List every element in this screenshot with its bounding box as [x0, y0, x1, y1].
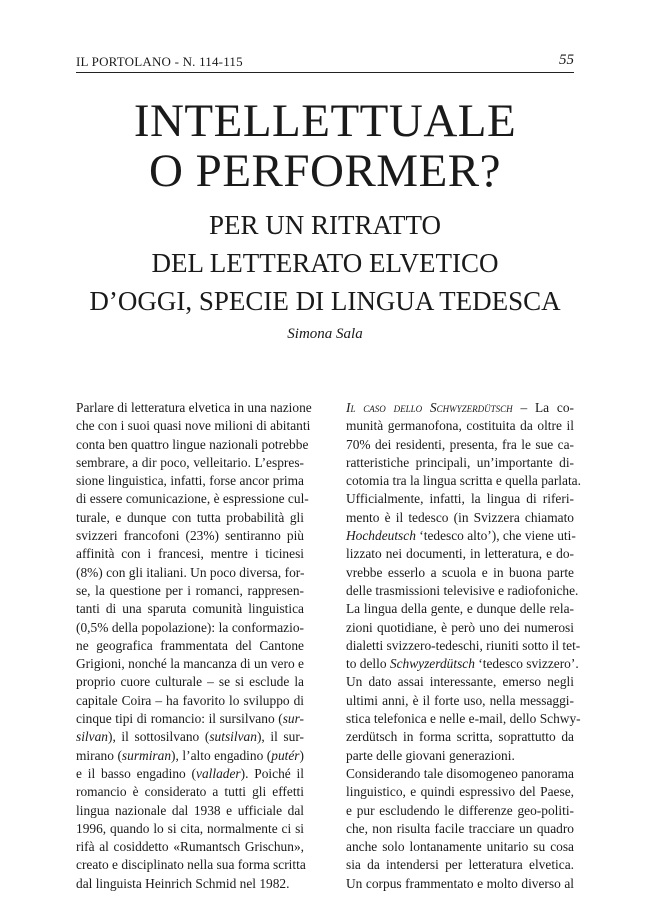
text-line — [76, 472, 304, 490]
text-line — [76, 710, 304, 728]
text-line — [76, 765, 304, 783]
text-segment: capitale Coira – ha favorito lo sviluppo di — [76, 692, 304, 708]
article-title-line-2: O PERFORMER? — [148, 145, 502, 197]
text-line — [346, 820, 574, 838]
text-line — [76, 673, 304, 691]
text-segment: lingua nazionale dal 1938 e ufficiale dal — [76, 802, 304, 818]
text-segment: ). Poiché il — [240, 765, 304, 781]
text-line — [346, 600, 574, 618]
text-line — [76, 619, 304, 637]
text-line — [346, 490, 574, 508]
text-segment: ), l’alto engadino ( — [171, 747, 272, 763]
text-segment: Considerando tale disomogeneo panorama — [346, 765, 574, 781]
text-line — [346, 527, 574, 545]
text-line — [346, 564, 574, 582]
text-segment: (0,5% della popolazione): la conformazio- — [76, 619, 304, 635]
text-line — [346, 399, 574, 417]
article-subtitle-line-1: PER UN RITRATTO — [208, 210, 442, 240]
text-segment: dialetti svizzero-tedeschi, riuniti sotto il tet- — [346, 637, 581, 653]
text-segment: Parlare di letteratura elvetica in una nazione — [76, 400, 312, 415]
text-line — [76, 527, 304, 545]
text-line — [76, 600, 304, 618]
text-segment: conta ben quattro lingue nazionali potrebbe — [76, 436, 309, 452]
text-segment: sia da intendersi per letteratura elvetica. — [346, 857, 574, 873]
italic-term: Hochdeutsch — [346, 528, 416, 544]
text-segment: delle trasmissioni televisive e radiofoniche. — [346, 582, 579, 598]
article-title-line-1: INTELLETTUALE — [133, 95, 517, 147]
text-line — [76, 509, 304, 527]
text-segment: ‘tedesco alto’), che viene uti- — [415, 528, 576, 544]
article-subtitle-line-2: DEL LETTERATO ELVETICO — [151, 248, 499, 278]
text-segment: Un dato assai interessante, emerso negli — [346, 674, 574, 690]
text-segment: stica telefonica e nelle e-mail, dello Schwy- — [346, 711, 581, 727]
text-line — [346, 472, 581, 490]
text-segment: ‘tedesco svizzero’. — [474, 656, 579, 672]
text-line — [346, 692, 574, 710]
body-column-left — [76, 399, 312, 893]
text-segment: ), il sottosilvano ( — [108, 729, 210, 745]
text-segment: romancio è considerato a tutti gli effetti — [76, 784, 304, 800]
italic-term: sur- — [282, 711, 304, 727]
text-segment: – La co- — [512, 400, 574, 415]
text-line — [76, 454, 304, 472]
text-segment: se, la questione per i romanci, rappresen- — [76, 582, 304, 598]
text-segment: e il basso engadino ( — [76, 765, 197, 781]
running-header — [76, 52, 574, 73]
italic-term: vallader — [196, 765, 241, 781]
text-line — [76, 417, 311, 435]
text-line — [76, 802, 304, 820]
text-segment: linguistico, e quindi espressivo del Paese, — [346, 784, 574, 800]
text-line — [76, 747, 304, 765]
text-segment: to dello — [346, 656, 390, 672]
text-segment: dal linguista Heinrich Schmid nel 1982. — [76, 875, 290, 891]
text-line — [76, 838, 304, 856]
text-segment: ne geografica frammentata del Cantone — [76, 637, 304, 653]
text-segment: 1996, quando lo si cita, normalmente ci si — [76, 820, 304, 836]
page-number: 55 — [559, 52, 574, 68]
italic-term: surmiran — [121, 747, 172, 763]
text-line — [346, 728, 574, 746]
text-line — [346, 710, 581, 728]
text-segment: cinque tipi di romancio: il sursilvano ( — [76, 711, 283, 727]
text-line — [76, 820, 304, 838]
text-line — [76, 692, 304, 710]
text-line — [346, 509, 574, 527]
text-line — [76, 564, 304, 582]
text-line — [76, 728, 304, 746]
text-segment: vrebbe esserlo a scuola e in buona parte — [346, 564, 574, 580]
text-segment: e pur escludendo le differenze geo-politi- — [346, 802, 574, 818]
text-segment: svizzeri francofoni (23%) sentiranno più — [76, 528, 304, 544]
journal-running-head: IL PORTOLANO - N. 114-115 — [76, 54, 243, 69]
text-line — [346, 655, 579, 673]
text-line — [76, 856, 304, 874]
text-segment: anche solo lontanamente unitario su cosa — [346, 839, 574, 855]
italic-term: putér — [271, 747, 300, 763]
text-line — [346, 454, 574, 472]
text-line — [76, 655, 304, 673]
text-segment: sembrare, a dir poco, velleitario. L’espres- — [76, 454, 304, 470]
text-segment: creato e disciplinato nella sua forma scritta — [76, 857, 306, 873]
text-segment: rifà al cosiddetto «Rumantsch Grischun», — [76, 839, 304, 855]
text-segment: Ufficialmente, infatti, la lingua di riferi- — [346, 491, 574, 507]
text-segment: Grigioni, nonché la mancanza di un vero e — [76, 656, 304, 672]
author-name: Simona Sala — [287, 326, 363, 342]
text-line — [346, 856, 574, 874]
italic-term: Schwyzerdütsch — [389, 656, 475, 672]
text-segment: tanti di una sparuta comunità linguistica — [76, 601, 304, 617]
text-segment: che con i suoi quasi nove milioni di abitanti — [76, 418, 311, 434]
text-segment: (8%) con gli italiani. Un poco diversa, for- — [76, 564, 305, 580]
text-segment: affinità con i francesi, mentre i ticinesi — [76, 546, 304, 562]
text-line — [346, 747, 574, 765]
text-segment: mirano ( — [76, 747, 122, 763]
text-line — [346, 875, 574, 893]
text-line — [76, 637, 304, 655]
text-segment: 70% dei residenti, presenta, fra le sue ca- — [346, 436, 574, 452]
text-line — [346, 436, 574, 454]
text-line — [346, 619, 574, 637]
italic-term: sutsilvan — [209, 729, 257, 745]
text-segment: ), il sur- — [256, 729, 304, 745]
article-subtitle-line-3: D’OGGI, SPECIE DI LINGUA TEDESCA — [89, 286, 561, 316]
text-segment: zerdütsch in forma scritta, soprattutto da — [346, 729, 574, 745]
text-line — [346, 582, 579, 600]
text-line — [346, 838, 574, 856]
text-line — [346, 545, 574, 563]
text-segment: munità germanofona, costituita da oltre il — [346, 418, 574, 434]
text-segment: ratteristiche principali, un’importante di- — [346, 454, 574, 470]
text-line — [346, 765, 574, 783]
text-segment: di essere comunicazione, è espressione cul- — [76, 491, 309, 507]
body-column-right — [346, 399, 581, 893]
text-line — [346, 417, 574, 435]
text-segment: ) — [299, 747, 304, 763]
text-line — [76, 875, 304, 893]
text-line — [346, 637, 581, 655]
text-segment: che, non risulta facile tracciare un quadro — [346, 820, 574, 836]
text-segment: lizzato nei documenti, in letteratura, e do- — [346, 546, 574, 562]
text-segment: zioni quotidiane, è però uno dei numerosi — [346, 619, 574, 635]
text-segment: mento è il tedesco (in Svizzera chiamato — [346, 509, 574, 525]
text-line — [346, 783, 574, 801]
section-heading: Il caso dello Schwyzerdütsch — [346, 400, 513, 415]
text-line — [76, 545, 304, 563]
text-line — [76, 582, 304, 600]
text-line — [76, 436, 309, 454]
text-segment: cotomia tra la lingua scritta e quella parlata. — [346, 473, 581, 489]
text-segment: turale, e dunque con tutta probabilità gli — [76, 509, 304, 525]
text-segment: parte delle giovani generazioni. — [346, 747, 515, 763]
text-line — [76, 783, 304, 801]
italic-term: silvan — [76, 729, 108, 745]
text-segment: ultimi anni, è il forte uso, nella messaggi- — [346, 692, 574, 708]
text-segment: sione linguistica, infatti, forse ancor prima — [76, 473, 304, 489]
text-segment: La lingua della gente, e dunque delle rela- — [346, 601, 574, 617]
text-line — [76, 490, 309, 508]
text-segment: proprio cuore culturale – se si esclude la — [76, 674, 304, 690]
text-line — [346, 673, 574, 691]
text-line — [76, 399, 312, 417]
text-line — [346, 802, 574, 820]
text-segment: Un corpus frammentato e molto diverso al — [346, 875, 574, 891]
